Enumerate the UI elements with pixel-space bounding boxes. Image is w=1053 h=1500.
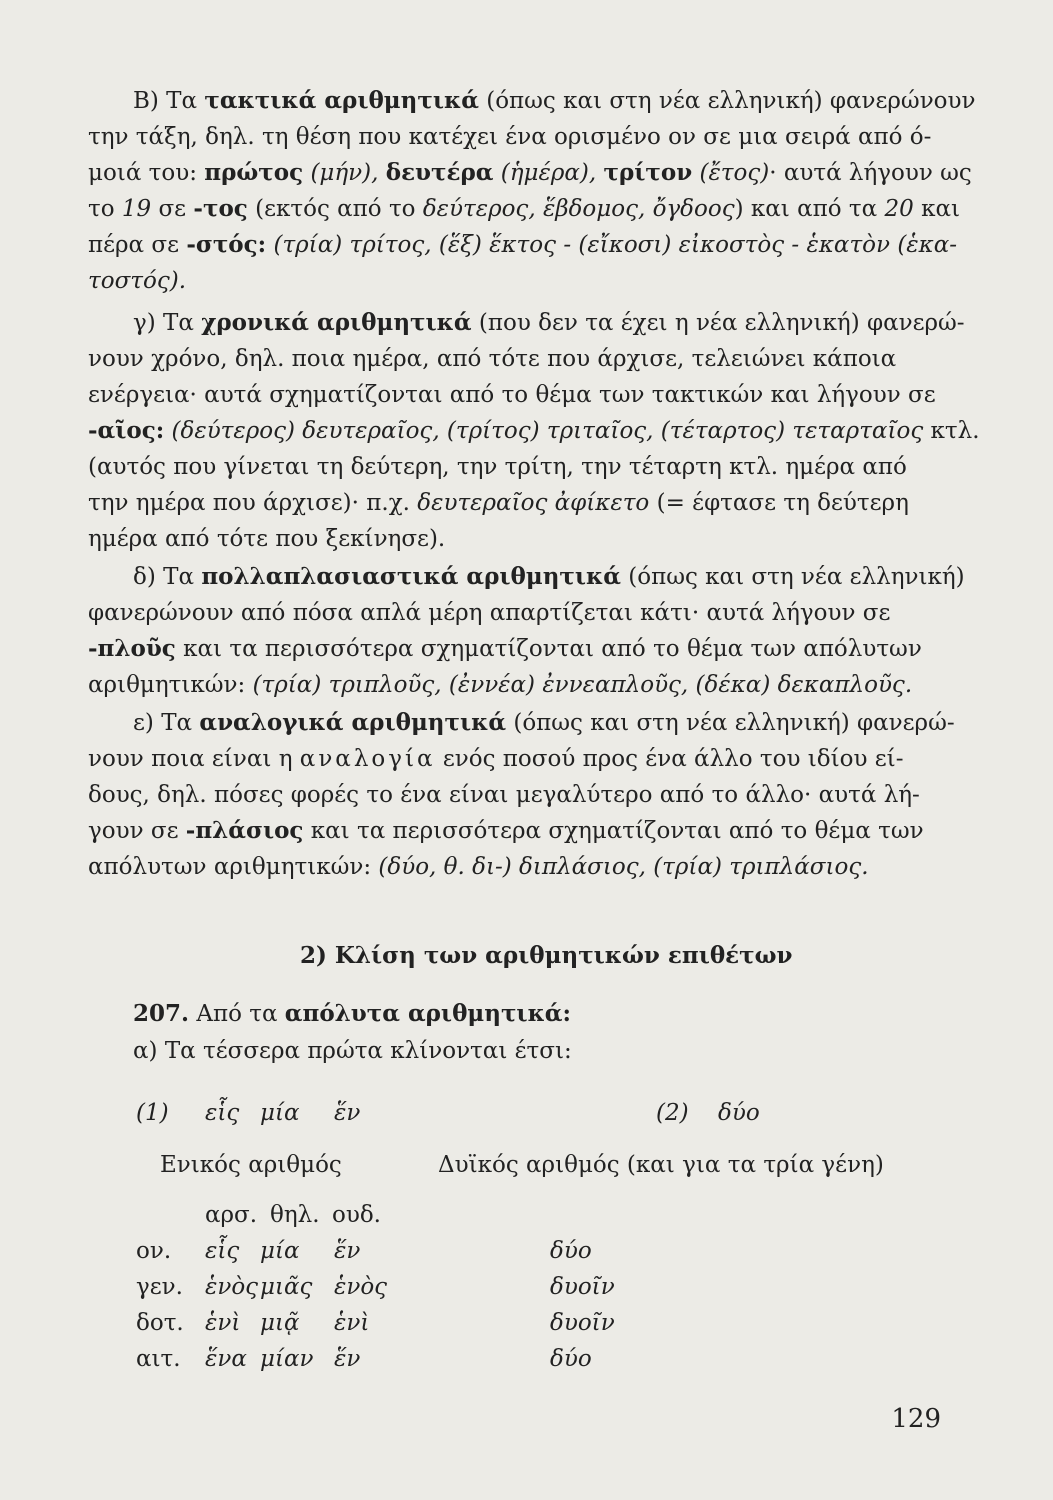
section-207-title: 207. Από τα απόλυτα αριθμητικά: [133, 1000, 571, 1027]
table-label-1: (1) [136, 1100, 169, 1126]
case-label: αιτ. [136, 1346, 181, 1372]
gender-neut: ουδ. [332, 1202, 381, 1228]
para-b-line-4: το 19 σε -τος (εκτός από το δεύτερος, ἕβδομος, ὄγδοος) και από τα 20 και [88, 195, 961, 222]
form-fem: μίαν [260, 1346, 314, 1372]
para-e-line-1: ε) Τα αναλογικά αριθμητικά (όπως και στη νέα ελληνική) φανερώ- [133, 709, 955, 736]
para-b-line-1: Β) Τα τακτικά αριθμητικά (όπως και στη νέα ελληνική) φανερώνουν [133, 87, 976, 114]
para-b-line-2: την τάξη, δηλ. τη θέση που κατέχει ένα ορισμένο ον σε μια σειρά από ό- [88, 124, 932, 150]
para-c-line-3: ενέργεια· αυτά σχηματίζονται από το θέμα των τακτικών και λήγουν σε [88, 382, 936, 408]
table-label-2: (2) [656, 1100, 689, 1126]
form-masc: ἕνα [205, 1346, 247, 1372]
form-neut: ἑνὶ [334, 1310, 370, 1336]
form-masc: ἑνὸς [205, 1274, 259, 1300]
para-b-line-5: πέρα σε -στός: (τρία) τρίτος, (ἕξ) ἕκτος - (εἴκοσι) εἰκοστὸς - ἑκατὸν (ἑκα- [88, 231, 958, 258]
heading-form-dual: δύο [718, 1100, 760, 1126]
para-c-line-4: -αῖος: (δεύτερος) δευτεραῖος, (τρίτος) τριταῖος, (τέταρτος) τεταρταῖος κτλ. [88, 417, 980, 444]
para-c-line-6: την ημέρα που άρχισε)· π.χ. δευτεραῖος ἀφίκετο (= έφτασε τη δεύτερη [88, 490, 909, 516]
form-fem: μία [260, 1238, 300, 1264]
case-label: δοτ. [136, 1310, 184, 1336]
para-e-line-3: δους, δηλ. πόσες φορές το ένα είναι μεγαλύτερο από το άλλο· αυτά λή- [88, 782, 920, 808]
heading-form-masc: εἷς [205, 1100, 240, 1126]
heading-form-neut: ἕν [334, 1100, 361, 1126]
term-ordinal: τακτικά αριθμητικά [204, 87, 479, 114]
form-dual: δυοῖν [550, 1274, 615, 1300]
para-c-line-5: (αυτός που γίνεται τη δεύτερη, την τρίτη, την τέταρτη κτλ. ημέρα από [88, 454, 907, 480]
para-d-line-2: φανερώνουν από πόσα απλά μέρη απαρτίζεται κάτι· αυτά λήγουν σε [88, 600, 891, 626]
form-dual: δύο [550, 1238, 592, 1264]
singular-label: Ενικός αριθμός [160, 1152, 342, 1178]
term-multiplicative: πολλαπλασιαστικά αριθμητικά [201, 563, 621, 590]
form-neut: ἕν [334, 1238, 361, 1264]
para-b-line-6: τοστός). [88, 268, 187, 294]
para-c-line-7: ημέρα από τότε που ξεκίνησε). [88, 526, 446, 552]
form-masc: εἷς [205, 1238, 240, 1264]
para-e-line-5: απόλυτων αριθμητικών: (δύο, θ. δι-) διπλάσιος, (τρία) τριπλάσιος. [88, 854, 869, 880]
form-neut: ἕν [334, 1346, 361, 1372]
para-d-line-3: -πλοῦς και τα περισσότερα σχηματίζονται από το θέμα των απόλυτων [88, 635, 922, 662]
term-proportional: αναλογικά αριθμητικά [199, 709, 507, 736]
form-dual: δύο [550, 1346, 592, 1372]
case-label: γεν. [136, 1274, 183, 1300]
para-c-line-2: νουν χρόνο, δηλ. ποια ημέρα, από τότε που άρχισε, τελειώνει κάποια [88, 346, 897, 372]
form-dual: δυοῖν [550, 1310, 615, 1336]
case-label: ον. [136, 1238, 172, 1264]
para-e-line-4: γουν σε -πλάσιος και τα περισσότερα σχηματίζονται από το θέμα των [88, 817, 924, 844]
form-fem: μιᾷ [260, 1310, 300, 1336]
para-b-line-3: μοιά του: πρώτος (μήν), δευτέρα (ἡμέρα), τρίτον (ἔτος)· αυτά λήγουν ως [88, 159, 972, 186]
page-number: 129 [891, 1404, 941, 1434]
para-d-line-1: δ) Τα πολλαπλασιαστικά αριθμητικά (όπως και στη νέα ελληνική) [133, 563, 965, 590]
dual-label: Δυϊκός αριθμός (και για τα τρία γένη) [438, 1152, 884, 1178]
para-c-line-1: γ) Τα χρονικά αριθμητικά (που δεν τα έχει η νέα ελληνική) φανερώ- [133, 309, 965, 336]
term-temporal: χρονικά αριθμητικά [201, 309, 472, 336]
form-neut: ἑνὸς [334, 1274, 388, 1300]
form-masc: ἑνὶ [205, 1310, 241, 1336]
gender-masc: αρσ. [205, 1202, 258, 1228]
para-e-line-2: νουν ποια είναι η αναλογία ενός ποσού προς ένα άλλο του ιδίου εί- [88, 746, 904, 772]
heading-form-fem: μία [260, 1100, 300, 1126]
para-d-line-4: αριθμητικών: (τρία) τριπλοῦς, (ἐννέα) ἐννεαπλοῦς, (δέκα) δεκαπλοῦς. [88, 672, 913, 698]
form-fem: μιᾶς [260, 1274, 313, 1300]
gender-fem: θηλ. [270, 1202, 320, 1228]
section-heading: 2) Κλίση των αριθμητικών επιθέτων [300, 942, 793, 969]
section-207-subitem-a: α) Τα τέσσερα πρώτα κλίνονται έτσι: [133, 1038, 572, 1064]
